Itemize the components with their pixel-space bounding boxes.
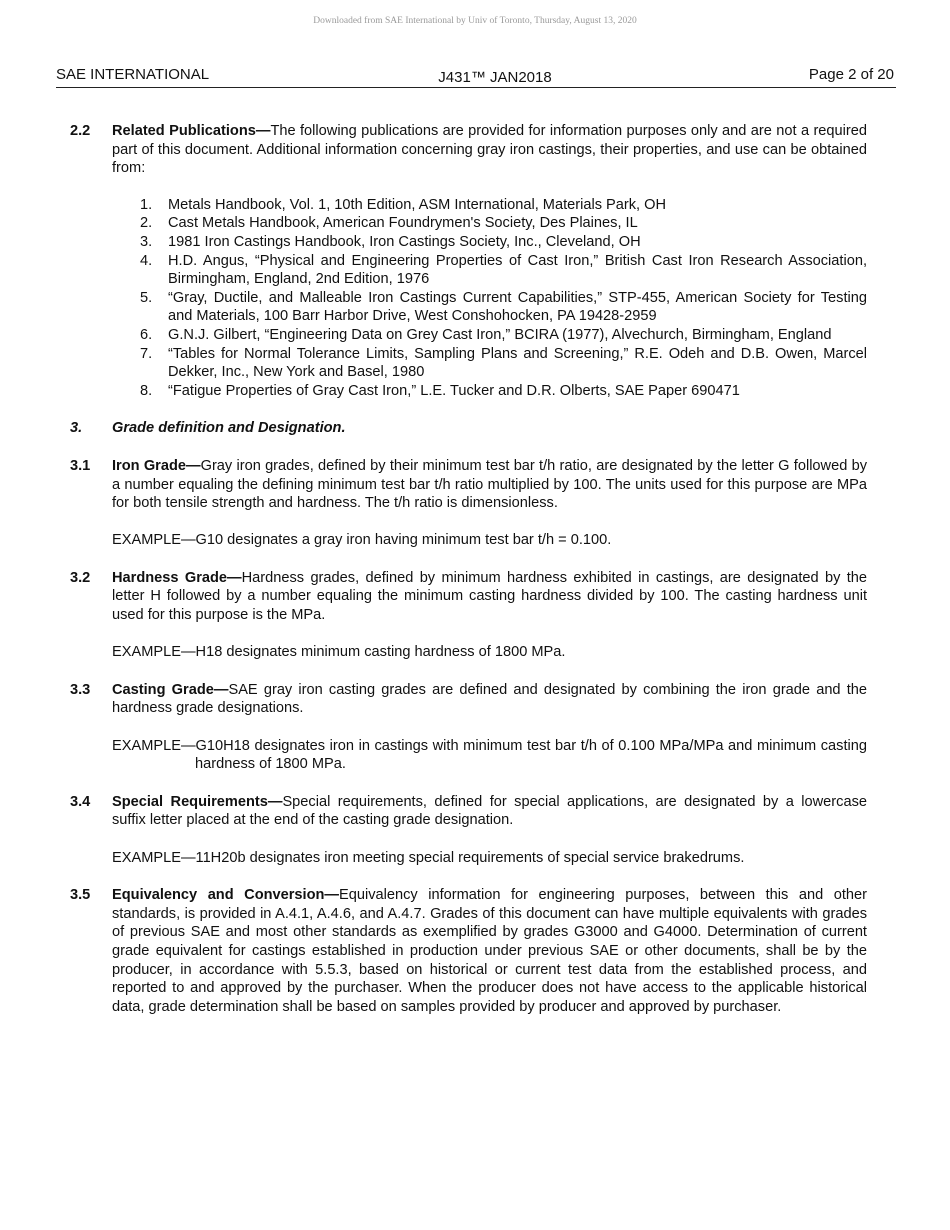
list-item: 6. G.N.J. Gilbert, “Engineering Data on Grey Cast Iron,” BCIRA (1977), Alvechurch, Birmingham, England [140,326,832,343]
section-number: 3.1 [70,457,91,474]
download-watermark: Downloaded from SAE International by Univ of Toronto, Thursday, August 13, 2020 [313,16,637,26]
section-term: Related Publications— [112,123,271,139]
section-number: 3.5 [70,887,91,904]
example-3-3: EXAMPLE—G10H18 designates iron in castings with minimum test bar t/h of 0.100 MPa/MPa and minimum casting hardness of 1800 MPa. [112,737,867,773]
section-3-4 [70,793,867,830]
section-text: Special requirements, defined for special applications, are designated by a lowercase suffix letter placed at the end of the casting grade designation. [112,793,867,829]
section-text: Gray iron grades, defined by their minimum test bar t/h ratio, are designated by the letter G followed by a number equaling the defining minimum test bar t/h ratio multiplied by 100. The units used for this purpose are MPa for both tensile strength and hardness. The t/h ratio is dimensionless. [112,457,867,512]
header-organization: SAE INTERNATIONAL [56,66,210,83]
document-body [70,122,867,1016]
example-3-1: EXAMPLE—G10 designates a gray iron having minimum test bar t/h = 0.100. [112,532,612,549]
header-document-id: J431™ JAN2018 [438,69,552,86]
section-number: 3. [70,420,83,437]
list-item: 7. “Tables for Normal Tolerance Limits, Sampling Plans and Screening,” R.E. Odeh and D.B. Owen, Marcel Dekker, Inc., New York and Basel, 1980 [140,345,867,381]
section-number: 2.2 [70,123,91,139]
list-item: 1. Metals Handbook, Vol. 1, 10th Edition, ASM International, Materials Park, OH [140,196,667,213]
list-item: 4. H.D. Angus, “Physical and Engineering Properties of Cast Iron,” British Cast Iron Research Association, Birmingham, England, 2nd Edition, 1976 [140,252,867,288]
list-item: 8. “Fatigue Properties of Gray Cast Iron,” L.E. Tucker and D.R. Olberts, SAE Paper 690471 [140,382,740,399]
section-text: Hardness grades, defined by minimum hardness exhibited in castings, are designated by the letter H followed by a number equaling the minimum casting hardness divided by 100. The casting hardness unit used for this purpose is the MPa. [112,569,868,624]
list-item: 3. 1981 Iron Castings Handbook, Iron Castings Society, Inc., Cleveland, OH [140,233,641,250]
section-3-1 [70,457,867,513]
header-divider [56,87,896,88]
example-3-4: EXAMPLE—11H20b designates iron meeting special requirements of special service brakedrums. [112,849,745,866]
section-number: 3.3 [70,681,91,698]
section-term: Casting Grade— [112,681,229,698]
section-2-2 [70,122,867,178]
section-3-2 [70,569,867,625]
section-term: Special Requirements— [112,793,283,810]
section-text: The following publications are provided for information purposes only and are not a required part of this document. Additional information concerning gray iron castings, their properties, and use can be obtained from: [112,123,867,177]
section-text: Equivalency information for engineering purposes, between this and other standards, is provided in A.4.1, A.4.6, and A.4.7. Grades of this document can have multiple equivalents with grades of previous SAE and most other standards as exemplified by grades G3000 and G4000. Determination of current grade equivalent for castings established in production under previous SAE or other documents, shall be by the producer, in accordance with 5.5.3, based on historical or current test data from the established process, and reported to and approved by the purchaser. When the producer does not have access to the applicable historical data, grade determination shall be based on samples provided by producer and approved by purchaser. [112,887,867,1015]
section-title: Grade definition and Designation. [112,420,346,437]
section-text: SAE gray iron casting grades are defined and designated by combining the iron grade and the hardness grade designations. [112,681,868,717]
section-number: 3.4 [70,793,91,810]
section-term: Hardness Grade— [112,569,242,586]
header-page-number: Page 2 of 20 [808,66,894,83]
section-3-heading [70,419,867,438]
reference-list [70,196,867,401]
example-3-2: EXAMPLE—H18 designates minimum casting hardness of 1800 MPa. [112,644,566,661]
list-item: 2. Cast Metals Handbook, American Foundrymen's Society, Des Plaines, IL [140,215,638,232]
section-3-5 [70,886,867,1016]
section-term: Equivalency and Conversion— [112,887,340,904]
list-item: 5. “Gray, Ductile, and Malleable Iron Castings Current Capabilities,” STP-455, American Society for Testing and Materials, 100 Barr Harbor Drive, West Conshohocken, PA 19428-2959 [140,289,867,325]
section-term: Iron Grade— [112,457,201,474]
section-3-3 [70,681,867,718]
section-number: 3.2 [70,569,91,586]
